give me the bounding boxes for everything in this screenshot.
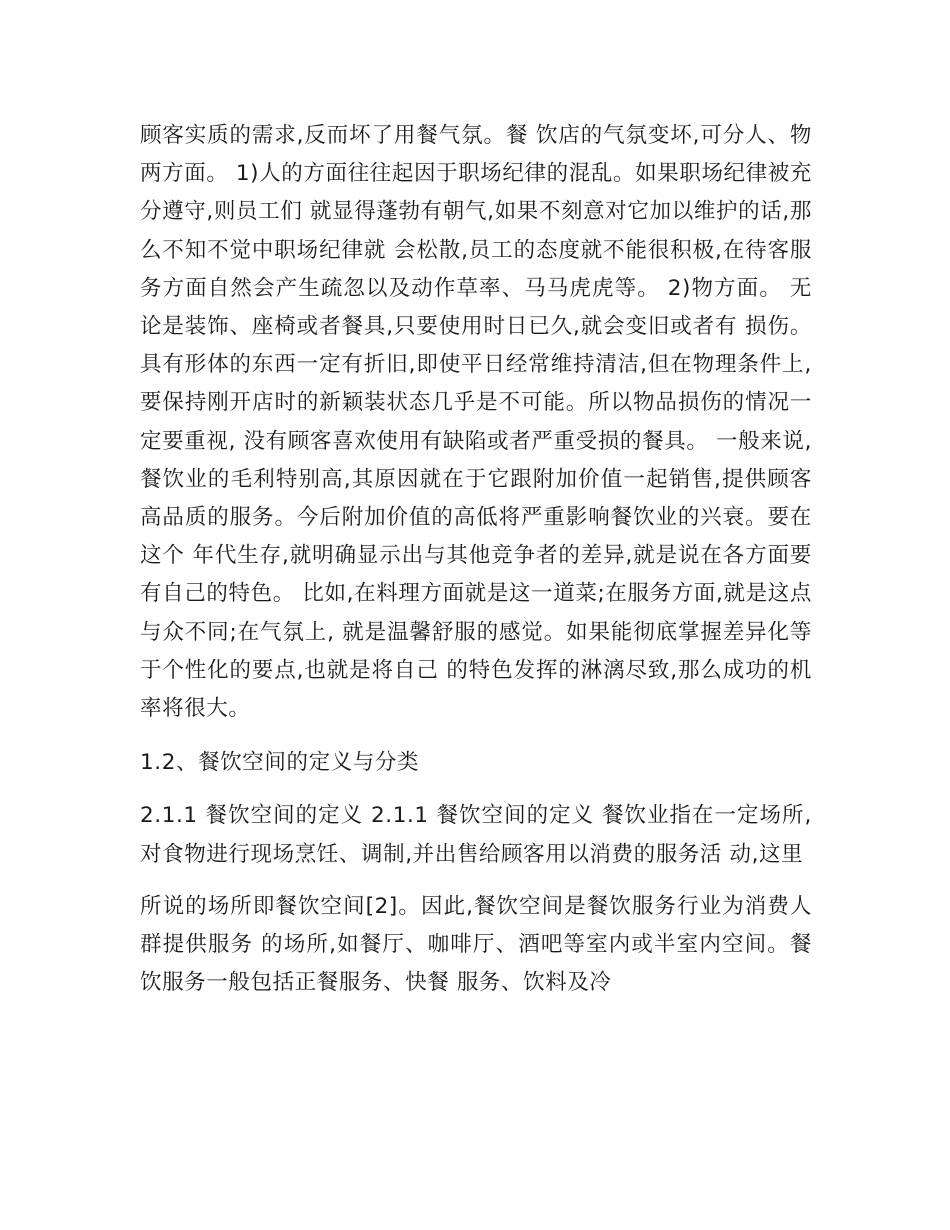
- document-body: [140, 117, 812, 1002]
- section-heading: 1.2、餐饮空间的定义与分类: [140, 750, 420, 776]
- body-paragraph-atmosphere: 顾客实质的需求,反而坏了用餐气氛。餐 饮店的气氛变坏,可分人、物两方面。 1)人的方面往往起因于职场纪律的混乱。如果职场纪律被充分遵守,则员工们 就显得蓬勃有朝气,如果不刻意对它加以维护的话,那么不知不觉中职场纪律就 会松散,员工的态度就不能很积极,在待客服务方面自然会产生疏忽以及动作草率、马马虎虎等。 2)物方面。 无论是装饰、座椅或者餐具,只要使用时日已久,就会变旧或者有 损伤。具有形体的东西一定有折旧,即使平日经常维持清洁,但在物理条件上, 要保持刚开店时的新颖装状态几乎是不可能。所以物品损伤的情况一定要重视, 没有顾客喜欢使用有缺陷或者严重受损的餐具。 一般来说,餐饮业的毛利特别高,其原因就在于它跟附加价值一起销售,提供顾客高品质的服务。今后附加价值的高低将严重影响餐饮业的兴衰。要在这个 年代生存,就明确显示出与其他竞争者的差异,就是说在各方面要有自己的特色。 比如,在料理方面就是这一道菜;在服务方面,就是这点与众不同;在气氛上, 就是温馨舒服的感觉。如果能彻底掌握差异化等于个性化的要点,也就是将自己 的特色发挥的淋漓尽致,那么成功的机率将很大。: [140, 123, 812, 722]
- body-paragraph-definition: 2.1.1 餐饮空间的定义 2.1.1 餐饮空间的定义 餐饮业指在一定场所,对食物进行现场烹饪、调制,并出售给顾客用以消费的服务活 动,这里: [140, 803, 812, 867]
- body-paragraph-space: 所说的场所即餐饮空间[2]。因此,餐饮空间是餐饮服务行业为消费人群提供服务 的场所,如餐厅、咖啡厅、酒吧等室内或半室内空间。餐饮服务一般包括正餐服务、快餐 服务、饮料及冷: [140, 893, 812, 996]
